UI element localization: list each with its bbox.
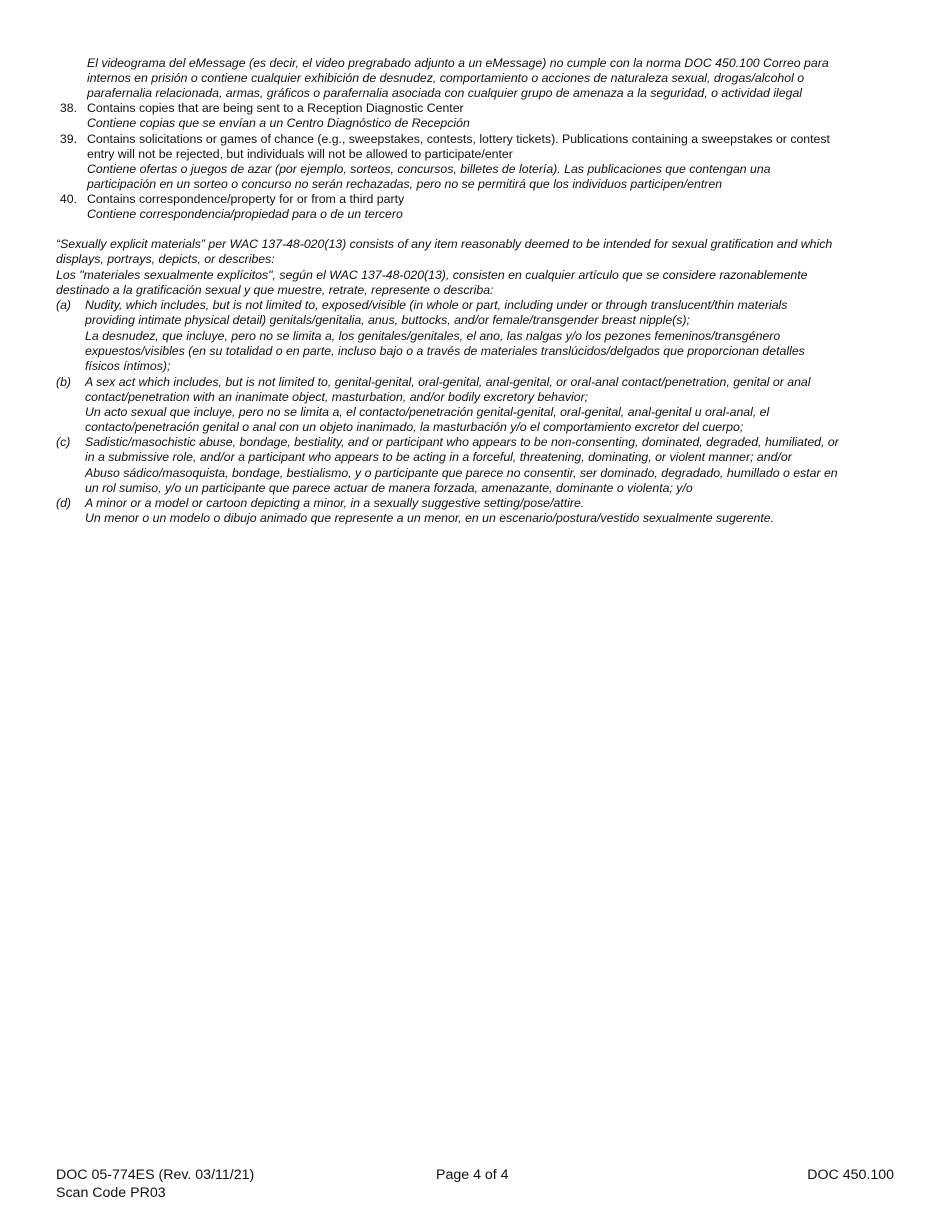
item-text-english: Contains correspondence/property for or from a third party	[87, 192, 405, 206]
item-text-spanish: Contiene ofertas o juegos de azar (por ejemplo, sorteos, concursos, billetes de lotería). Las publicaciones que contengan una	[87, 162, 771, 176]
item-text-spanish: Contiene copias que se envían a un Centro Diagnóstico de Recepción	[87, 116, 470, 130]
subitem-english: A minor or a model or cartoon depicting a minor, in a sexually suggestive setting/pose/attire.	[85, 496, 585, 510]
item-number: 40.	[59, 192, 77, 206]
subitem-label: (c)	[56, 435, 71, 449]
continuation-line: El videograma del eMessage (es decir, el video pregrabado adjunto a un eMessage) no cumple con la norma DOC 450.100 Correo para	[87, 56, 829, 70]
footer-page-number: Page 4 of 4	[436, 1167, 509, 1183]
continuation-line: parafernalia relacionada, armas, gráficos o parafernalia asociada con cualquier grupo de amenaza a la seguridad, o actividad ilegal	[87, 86, 803, 100]
item-number: 39.	[59, 132, 77, 146]
subitem-label: (b)	[56, 375, 72, 389]
item-number: 38.	[59, 101, 77, 115]
subitem-spanish: La desnudez, que incluye, pero no se limita a, los genitales/genitales, el ano, las nalgas y/o los pezones femeninos/transgénero	[85, 329, 781, 343]
item-text-english: Contains solicitations or games of chance (e.g., sweepstakes, contests, lottery tickets). Publications containing a sweepstakes or contest	[87, 132, 830, 146]
subitem-spanish: Un menor o un modelo o dibujo animado que represente a un menor, en un escenario/postura/vestido sexualmente sugerente.	[85, 511, 775, 525]
subitem-english: Sadistic/masochistic abuse, bondage, bestiality, and or participant who appears to be non-consenting, dominated, degraded, humiliated, or	[85, 435, 839, 449]
subitem-spanish: expuestos/visibles (en su totalidad o en parte, incluso bajo o a través de materiales translúcidos/delgados que proporcionan detalles	[85, 344, 805, 358]
continuation-line: internos en prisión o contiene cualquier exhibición de desnudez, comportamiento o acciones de naturaleza sexual, drogas/alcohol o	[87, 71, 805, 85]
subitem-spanish: un rol sumiso, y/o un participante que parece actuar de manera forzada, amenazante, dominante o violenta; y/o	[85, 481, 693, 495]
footer-scan-code: Scan Code PR03	[56, 1185, 166, 1201]
subitem-english: in a submissive role, and/or a participant who appears to be acting in a forceful, threatening, dominating, or violent manner; and/or	[85, 450, 792, 464]
subitem-spanish: Un acto sexual que incluye, pero no se limita a, el contacto/penetración genital-genital, oral-genital, anal-genital u oral-anal, el	[85, 405, 770, 419]
subitem-label: (a)	[56, 298, 72, 312]
subitem-english: providing intimate physical detail) genitals/genitalia, anus, buttocks, and/or female/transgender breast nipple(s);	[85, 313, 690, 327]
subitem-spanish: Abuso sádico/masoquista, bondage, bestialismo, y o participante que parece no consentir, ser dominado, degradado, humillado o estar en	[85, 466, 838, 480]
item-text-english: entry will not be rejected, but individuals will not be allowed to participate/enter	[87, 147, 513, 161]
subitem-spanish: contacto/penetración genital o anal con un objeto inanimado, la masturbación y/o el comportamiento excretor del cuerpo;	[85, 420, 744, 434]
footer-form-number: DOC 05-774ES (Rev. 03/11/21)	[56, 1167, 255, 1183]
item-text-spanish: participación en un sorteo o concurso no serán rechazadas, pero no se permitirá que los individuos participen/entren	[87, 177, 723, 191]
subitem-english: Nudity, which includes, but is not limited to, exposed/visible (in whole or part, including under or through translucent/thin materials	[85, 298, 788, 312]
subitem-label: (d)	[56, 496, 72, 510]
item-text-spanish: Contiene correspondencia/propiedad para o de un tercero	[87, 207, 403, 221]
item-text-english: Contains copies that are being sent to a Reception Diagnostic Center	[87, 101, 464, 115]
subitem-english: A sex act which includes, but is not limited to, genital-genital, oral-genital, anal-genital, or oral-anal contact/penetration, genital or anal	[85, 375, 811, 389]
subitem-english: contact/penetration with an inanimate object, masturbation, and/or bodily excretory behavior;	[85, 390, 589, 404]
definition-english: displays, portrays, depicts, or describes:	[56, 252, 275, 266]
definition-spanish: Los "materiales sexualmente explícitos", según el WAC 137-48-020(13), consisten en cualquier artículo que se considere razonablemente	[56, 268, 808, 282]
footer-policy-number: DOC 450.100	[807, 1167, 894, 1183]
definition-english: “Sexually explicit materials” per WAC 137-48-020(13) consists of any item reasonably deemed to be intended for sexual gratification and which	[56, 237, 833, 251]
subitem-spanish: físicos íntimos);	[85, 359, 171, 373]
definition-spanish: destinado a la gratificación sexual y que muestre, retrate, represente o describa:	[56, 283, 494, 297]
